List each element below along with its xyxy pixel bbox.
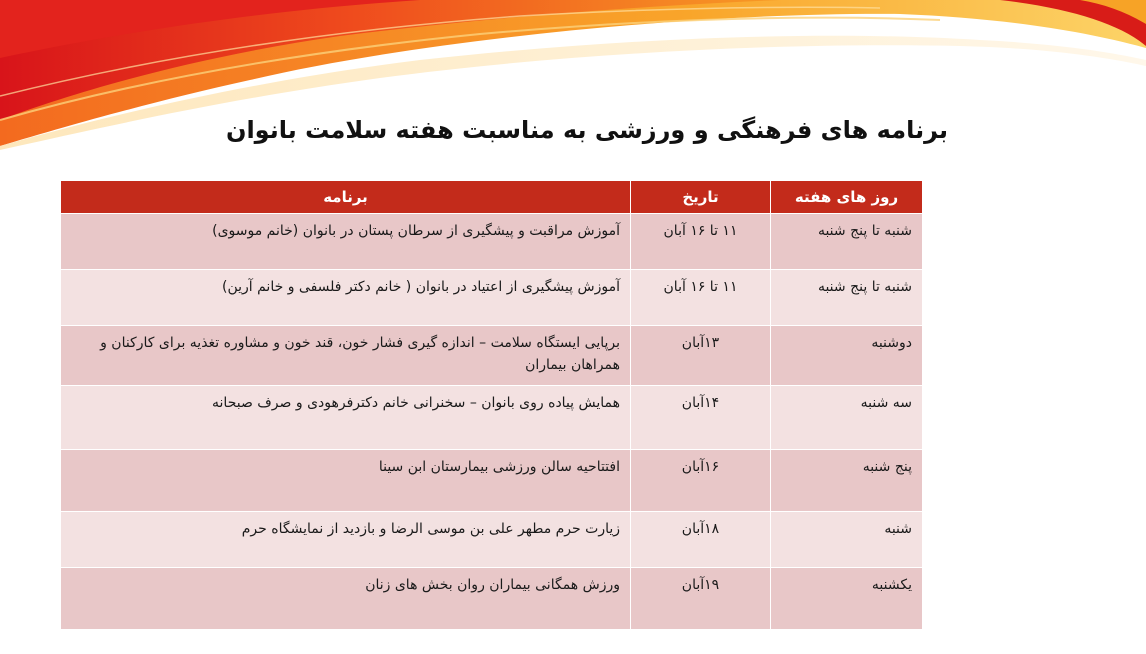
date-cell: ۱۹آبان	[631, 568, 771, 630]
program-cell: ورزش همگانی بیماران روان بخش های زنان	[61, 568, 631, 630]
date-cell: ۱۱ تا ۱۶ آبان	[631, 270, 771, 326]
header-program: برنامه	[61, 181, 631, 214]
date-cell: ۱۴آبان	[631, 386, 771, 450]
table-row	[61, 270, 923, 326]
date-cell: ۱۳آبان	[631, 326, 771, 386]
day-cell: شنبه تا پنج شنبه	[771, 270, 923, 326]
day-cell: شنبه تا پنج شنبه	[771, 214, 923, 270]
program-cell: افتتاحیه سالن ورزشی بیمارستان ابن سینا	[61, 450, 631, 512]
program-cell: برپایی ایستگاه سلامت – اندازه گیری فشار خون، قند خون و مشاوره تغذیه برای کارکنان و همراهان بیماران	[61, 326, 631, 386]
date-cell: ۱۶آبان	[631, 450, 771, 512]
table-row	[61, 386, 923, 450]
program-cell: آموزش مراقبت و پیشگیری از سرطان پستان در بانوان (خانم موسوی)	[61, 214, 631, 270]
day-cell: دوشنبه	[771, 326, 923, 386]
day-cell: پنج شنبه	[771, 450, 923, 512]
program-cell: آموزش پیشگیری از اعتیاد در بانوان ( خانم دکتر فلسفی و خانم آرین)	[61, 270, 631, 326]
header-date: تاریخ	[631, 181, 771, 214]
header-day: روز های هفته	[771, 181, 923, 214]
date-cell: ۱۱ تا ۱۶ آبان	[631, 214, 771, 270]
table-row	[61, 512, 923, 568]
program-cell: همایش پیاده روی بانوان – سخنرانی خانم دکترفرهودی و صرف صبحانه	[61, 386, 631, 450]
table-row	[61, 326, 923, 386]
slide-title: برنامه های فرهنگی و ورزشی به مناسبت هفته سلامت بانوان	[225, 116, 949, 144]
table-row	[61, 214, 923, 270]
day-cell: سه شنبه	[771, 386, 923, 450]
program-cell: زیارت حرم مطهر علی بن موسی الرضا و بازدید از نمایشگاه حرم	[61, 512, 631, 568]
table-row	[61, 450, 923, 512]
day-cell: یکشنبه	[771, 568, 923, 630]
table-row	[61, 568, 923, 630]
schedule-table	[60, 180, 923, 630]
table-header-row	[61, 181, 923, 214]
day-cell: شنبه	[771, 512, 923, 568]
date-cell: ۱۸آبان	[631, 512, 771, 568]
